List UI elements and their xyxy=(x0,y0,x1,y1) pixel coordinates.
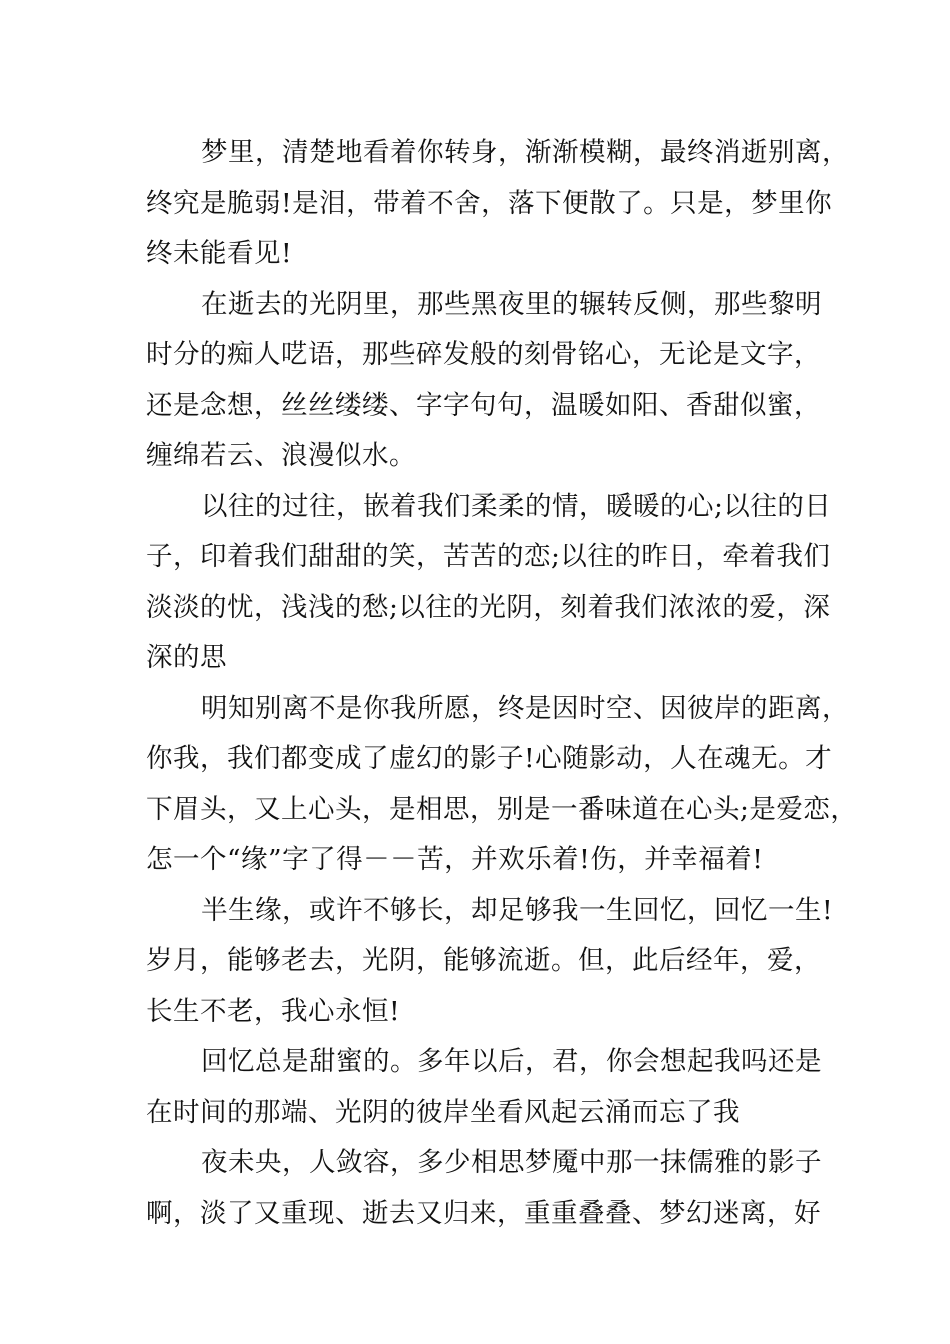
paragraph-2-line-4: 缠绵若云、浪漫似水。 xyxy=(146,440,416,471)
paragraph-3-line-3: 淡淡的忧，浅浅的愁;以往的光阴，刻着我们浓浓的爱，深 xyxy=(146,591,831,623)
paragraph-4-line-2: 你我，我们都变成了虚幻的影子!心随影动，人在魂无。才 xyxy=(146,743,833,774)
paragraph-7-line-2: 啊，淡了又重现、逝去又归来，重重叠叠、梦幻迷离，好 xyxy=(146,1197,821,1229)
paragraph-1-line-3: 终未能看见! xyxy=(146,238,293,269)
paragraph-3-line-1: 以往的过往，嵌着我们柔柔的情，暖暖的心;以往的日 xyxy=(201,490,832,522)
paragraph-1-line-1: 梦里，清楚地看着你转身，渐渐模糊，最终消逝别离， xyxy=(201,137,849,168)
paragraph-3-line-2: 子，印着我们甜甜的笑，苦苦的恋;以往的昨日，牵着我们 xyxy=(146,541,831,572)
paragraph-4-line-4: 怎一个“缘”字了得－－苦，并欢乐着!伤，并幸福着! xyxy=(146,844,764,875)
paragraph-5-line-2: 岁月，能够老去，光阴，能够流逝。但，此后经年，爱， xyxy=(146,945,821,976)
paragraph-1-line-2: 终究是脆弱!是泪，带着不舍，落下便散了。只是，梦里你 xyxy=(146,187,833,219)
paragraph-5-line-3: 长生不老，我心永恒! xyxy=(146,995,401,1027)
paragraph-2-line-2: 时分的痴人呓语，那些碎发般的刻骨铭心，无论是文字， xyxy=(146,339,821,370)
paragraph-2-line-1: 在逝去的光阴里，那些黑夜里的辗转反侧，那些黎明 xyxy=(201,288,822,320)
paragraph-6-line-2: 在时间的那端、光阴的彼岸坐看风起云涌而忘了我 xyxy=(146,1096,740,1128)
paragraph-4-line-1: 明知别离不是你我所愿，终是因时空、因彼岸的距离， xyxy=(201,692,849,724)
paragraph-4-line-3: 下眉头，又上心头，是相思，别是一番味道在心头;是爱恋， xyxy=(146,793,858,825)
paragraph-6-line-1: 回忆总是甜蜜的。多年以后，君，你会想起我吗还是 xyxy=(201,1046,822,1077)
body-text xyxy=(146,128,858,1239)
paragraph-2-line-3: 还是念想，丝丝缕缕、字字句句，温暖如阳、香甜似蜜， xyxy=(146,389,821,421)
paragraph-7-line-1: 夜未央，人敛容，多少相思梦魇中那一抹儒雅的影子 xyxy=(201,1147,822,1178)
paragraph-3-line-4: 深的思 xyxy=(146,642,227,673)
paragraph-5-line-1: 半生缘，或许不够长，却足够我一生回忆，回忆一生! xyxy=(201,894,834,926)
